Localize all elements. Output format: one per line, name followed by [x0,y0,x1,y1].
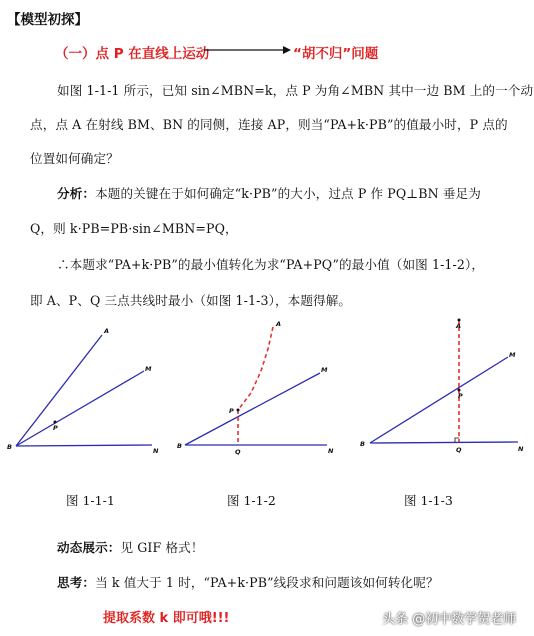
ray-BM [370,357,508,443]
label-A: A [456,322,462,330]
figure-1-1-1 [0,315,175,460]
label-Q: Q [456,446,462,454]
label-M: M [321,366,328,374]
caption-fig3: 图 1-1-3 [404,493,453,508]
label-P: P [458,392,463,400]
ray-BN [16,445,152,446]
segment-BA [16,335,102,446]
caption-fig2: 图 1-1-2 [227,493,276,508]
label-Q: Q [235,448,241,456]
figure-1-1-3 [358,310,534,460]
dynamic-line [57,537,204,556]
section-title: 【模型初探】 [7,12,88,28]
subtitle-part2: “胡不归”问题 [293,46,379,62]
para1-line3: 位置如何确定？ [30,151,119,166]
hint-text: 提取系数 k 即可哦!!! [103,611,230,626]
analysis-line1 [57,183,481,202]
label-B: B [7,443,12,451]
think-text: 当 k 值大于 1 时，“PA+k·PB”线段求和问题该如何转化呢？ [95,575,439,590]
think-label: 思考： [57,575,96,590]
label-P: P [53,424,58,432]
analysis-line2: Q，则 k·PB=PB·sin∠MBN=PQ， [30,221,238,236]
ray-BM [16,371,144,446]
analysis-text: 本题的关键在于如何确定“k·PB”的大小，过点 P 作 PQ⊥BN 垂足为 [95,186,481,201]
label-A: A [104,327,110,335]
label-P: P [229,407,234,415]
caption-fig1: 图 1-1-1 [66,493,115,508]
label-B: B [360,440,365,448]
label-A: A [276,320,282,328]
label-M: M [509,351,516,359]
para1-line1: 如图 1-1-1 所示，已知 sin∠MBN=k，点 P 为角∠MBN 其中一边 BM 上的一个动 [57,83,534,98]
ray-BN [370,442,518,443]
analysis-label: 分析： [57,186,96,201]
para3-line1: ∴本题求“PA+k·PB”的最小值转化为求“PA+PQ”的最小值（如图 1-1-2）， [57,257,485,272]
label-N: N [518,445,524,453]
label-N: N [328,447,334,455]
arrow-right-icon [203,44,291,56]
label-N: N [153,447,159,455]
point-P [237,409,240,412]
figure-1-1-2 [175,315,350,460]
dynamic-label: 动态展示： [57,540,121,555]
watermark: 头条 @初中数学贺老师 [382,612,517,627]
dashed-AP [238,327,273,410]
think-line [57,572,439,591]
dynamic-text: 见 GIF 格式！ [120,540,204,555]
para1-line2: 点，点 A 在射线 BM、BN 的同侧，连接 AP，则当“PA+k·PB”的值最小时，P 点的 [30,117,508,132]
subtitle-part1: （一）点 P 在直线上运动 [55,46,210,62]
ray-BM [185,373,320,445]
label-M: M [145,365,152,373]
para3-line2: 即 A、P、Q 三点共线时最小（如图 1-1-3），本题得解。 [30,293,352,308]
label-B: B [177,442,182,450]
